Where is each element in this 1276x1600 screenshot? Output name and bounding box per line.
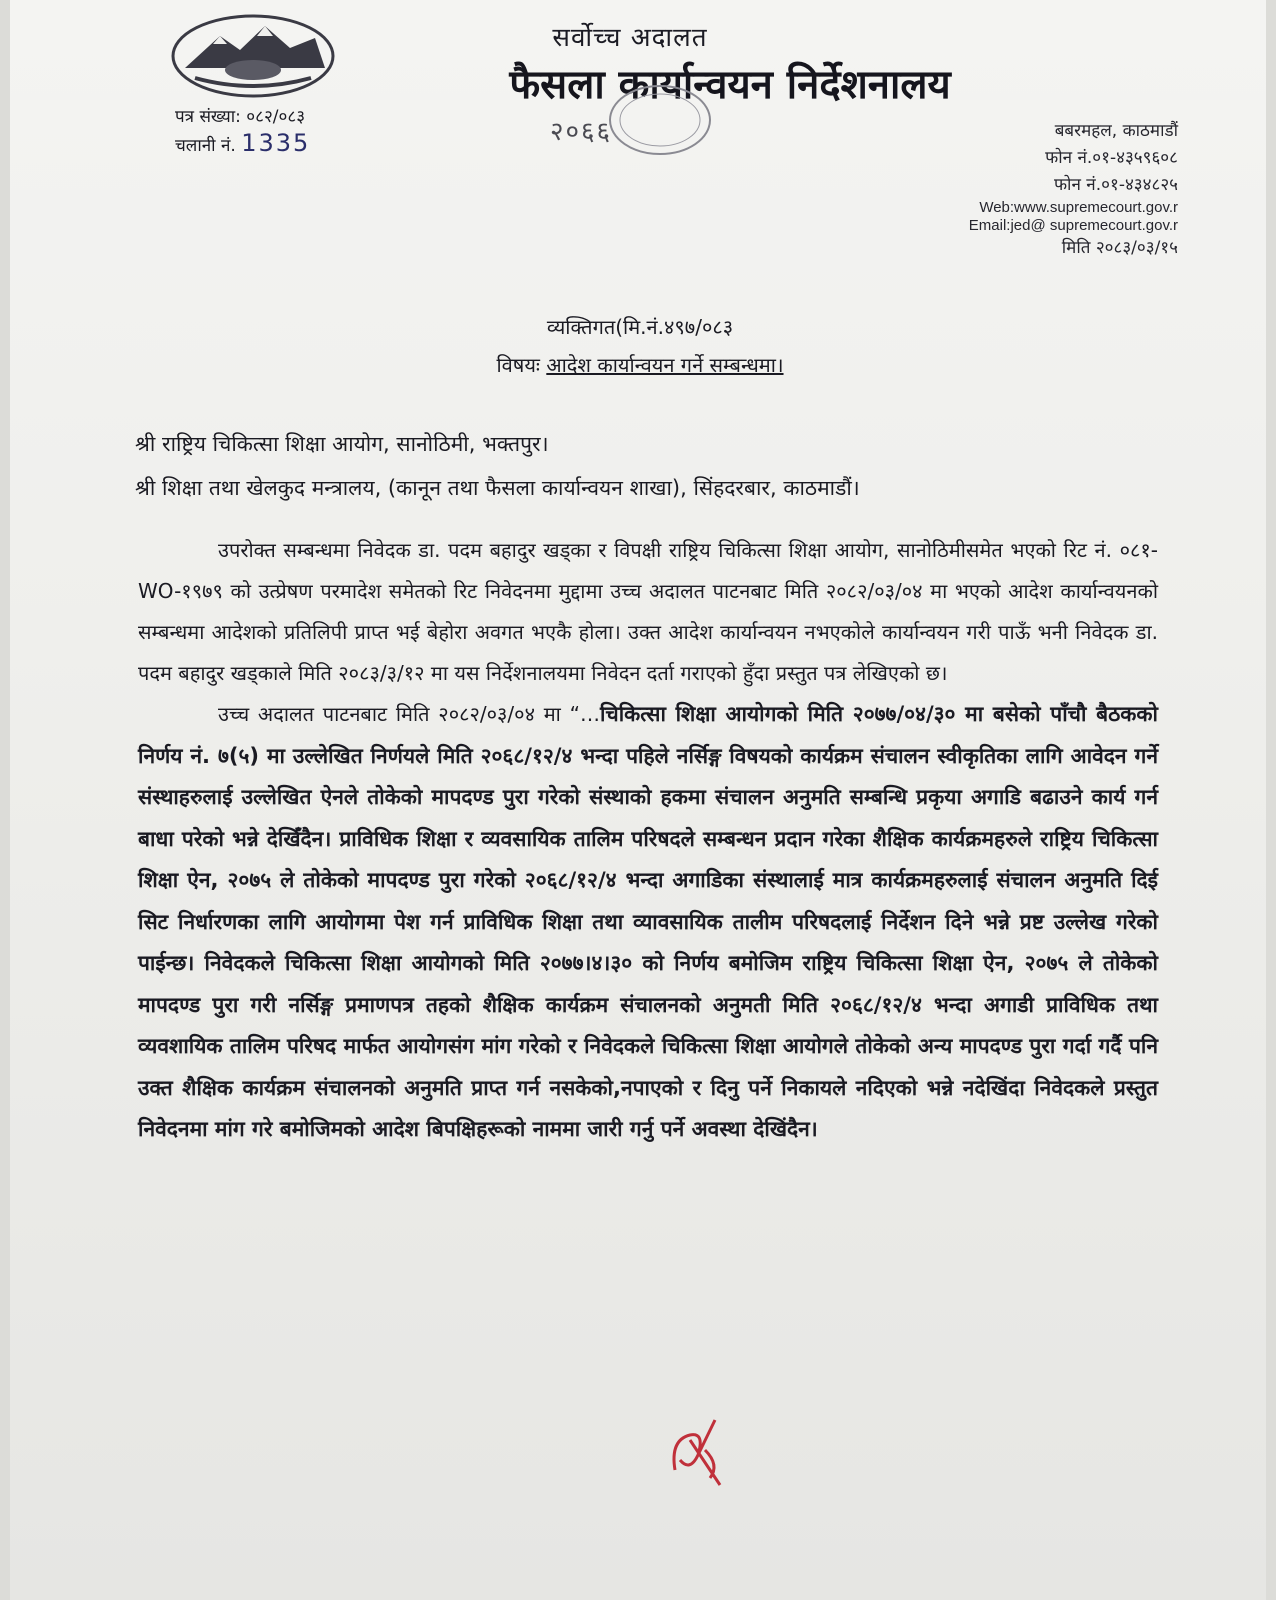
dispatch-label: चलानी नं.	[175, 136, 236, 156]
dispatch-number: 1335	[241, 129, 311, 157]
subject-label: विषयः	[496, 353, 540, 377]
letter-body	[138, 530, 1158, 1151]
address: बबरमहल, काठमाडौं	[1054, 121, 1178, 141]
directorate-title: फैसला कार्यान्वयन निर्देशनालय	[509, 62, 951, 108]
phone-1: फोन नं.०१-४३५९६०८	[1045, 148, 1178, 168]
quote-intro: उच्च अदालत पाटनबाट मिति २०८२/०३/०४ मा “…	[218, 702, 600, 726]
body-paragraph-2	[138, 694, 1158, 1151]
letter-date: मिति २०८३/०३/१५	[1061, 238, 1178, 258]
case-reference: व्यक्तिगत(मि.नं.४९७/०८३	[546, 315, 734, 339]
body-paragraph-1: उपरोक्त सम्बन्धमा निवेदक डा. पदम बहादुर खड्का र विपक्षी राष्ट्रिय चिकित्सा शिक्षा आयोग, सानोठिमीसमेत भएको रिट नं. ०८१-WO-१९७९ को उत्प्रेषण परमादेश समेतको रिट निवेदनमा मुद्दामा उच्च अदालत पाटनबाट मिति २०८२/०३/०४ मा भएको आदेश कार्यान्वयनको सम्बन्धमा आदेशको प्रतिलिपी प्राप्त भई बेहोरा अवगत भएकै होला। उक्त आदेश कार्यान्वयन नभएकोले कार्यान्वयन गरी पाऊँ भनी निवेदक डा. पदम बहादुर खड्काले मिति २०८३/३/१२ मा यस निर्देशनालयमा निवेदन दर्ता गराएको हुँदा प्रस्तुत पत्र लेखिएको छ।	[138, 538, 1158, 685]
stamp-number: २०६६	[550, 117, 613, 147]
subject-text: आदेश कार्यान्वयन गर्ने सम्बन्धमा।	[546, 353, 784, 377]
recipients-list	[135, 422, 1155, 510]
letter-number: पत्र संख्या: ०८२/०८३	[175, 107, 306, 127]
nepal-emblem-icon	[165, 8, 340, 100]
letter-sheet	[10, 0, 1266, 1600]
signature-mark	[660, 1410, 730, 1490]
recipient-item: श्री राष्ट्रिय चिकित्सा शिक्षा आयोग, सानोठिमी, भक्तपुर।	[135, 432, 549, 456]
dispatch-number-row	[175, 130, 310, 159]
reference-block	[175, 104, 310, 159]
contact-block	[969, 118, 1178, 262]
quoted-order: चिकित्सा शिक्षा आयोगको मिति २०७७/०४/३० मा बसेको पाँचौ बैठकको निर्णय नं. ७(५) मा उल्लेखित निर्णयले मिति २०६८/१२/४ भन्दा पहिले नर्सिङ्ग विषयको कार्यक्रम संचालन स्वीकृतिका लागि आवेदन गर्ने संस्थाहरुलाई उल्लेखित ऐनले तोकेको मापदण्ड पुरा गरेको संस्थाको हकमा संचालन अनुमति सम्बन्धि प्रकृया अगाडि बढाउने कार्य गर्न बाधा परेको भन्ने देखिँदैन। प्राविधिक शिक्षा र व्यवसायिक तालिम परिषदले सम्बन्धन प्रदान गरेका शैक्षिक कार्यक्रमहरुले राष्ट्रिय चिकित्सा शिक्षा ऐन, २०७५ ले तोकेको मापदण्ड पुरा गरेको २०६८/१२/४ भन्दा अगाडिका संस्थालाई मात्र कार्यक्रमहरुलाई संचालन अनुमति दिई सिट निर्धारणका लागि आयोगमा पेश गर्न प्राविधिक शिक्षा तथा व्यावसायिक तालीम परिषदलाई निर्देशन दिने भन्ने प्रष्ट उल्लेख गरेको पाईन्छ। निवेदकले चिकित्सा शिक्षा आयोगको मिति २०७७।४।३० को निर्णय बमोजिम राष्ट्रिय चिकित्सा शिक्षा ऐन, २०७५ ले तोकेको मापदण्ड पुरा गरी नर्सिङ्ग प्रमाणपत्र तहको शैक्षिक कार्यक्रम संचालनको अनुमती मिति २०६८/१२/४ भन्दा अगाडी प्राविधिक तथा व्यवशायिक तालिम परिषद मार्फत आयोगसंग मांग गरेको र निवेदकले चिकित्सा शिक्षा आयोगले तोकेको अन्य मापदण्ड पुरा गर्दा गर्दै पनि उक्त शैक्षिक कार्यक्रम संचालनको अनुमति प्राप्त गर्न नसकेको,नपाएको र दिनु पर्ने निकायले नदिएको भन्ने नदेखिंदा निवेदकले प्रस्तुत निवेदनमा मांग गरे बमोजिमको आदेश बिपक्षिहरूको नाममा जारी गर्नु पर्ने अवस्था देखिंदैन।	[138, 702, 1159, 1141]
court-name: सर्वोच्च अदालत	[552, 23, 708, 53]
website: Web:www.supremecourt.gov.r	[979, 199, 1178, 216]
recipient-item: श्री शिक्षा तथा खेलकुद मन्त्रालय, (कानून तथा फैसला कार्यान्वयन शाखा), सिंहदरबार, काठमाडौं।	[135, 476, 860, 500]
subject-line	[390, 346, 890, 384]
subject-block	[390, 308, 890, 384]
phone-2: फोन नं.०१-४३४८२५	[1053, 175, 1178, 195]
email: Email:jed@ supremecourt.gov.r	[968, 217, 1178, 234]
